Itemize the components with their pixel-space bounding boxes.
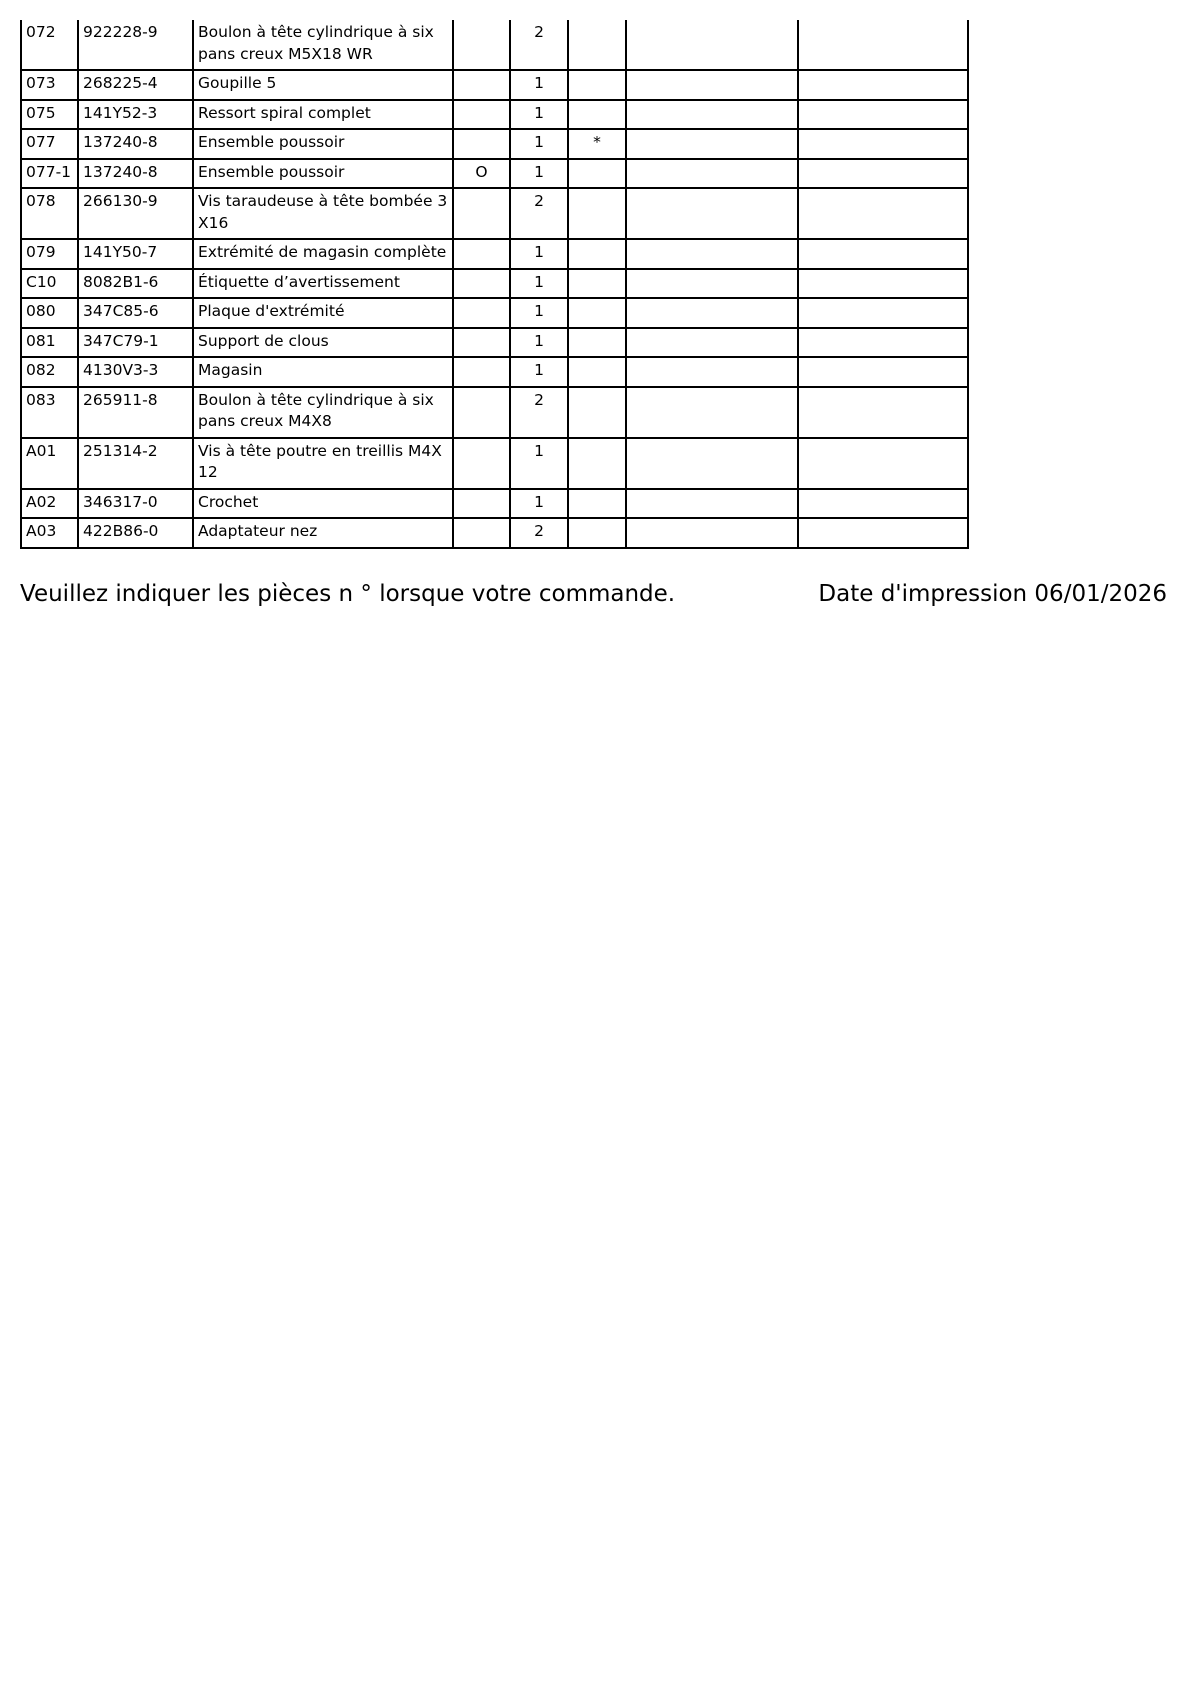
description-cell: Magasin (193, 357, 453, 387)
description-cell: Plaque d'extrémité (193, 298, 453, 328)
table-row (21, 489, 968, 519)
table-row (21, 239, 968, 269)
part-number-cell: 268225-4 (78, 70, 193, 100)
option-cell (453, 129, 510, 159)
table-row (21, 328, 968, 358)
empty-cell (798, 70, 968, 100)
item-number-cell: 079 (21, 239, 78, 269)
table-row (21, 129, 968, 159)
option-cell (453, 100, 510, 130)
item-number-cell: 077-1 (21, 159, 78, 189)
item-number-cell: A02 (21, 489, 78, 519)
order-instruction: Veuillez indiquer les pièces n ° lorsque votre commande. (20, 581, 676, 607)
empty-cell (798, 188, 968, 239)
note-cell (568, 159, 626, 189)
table-row (21, 438, 968, 489)
empty-cell (798, 438, 968, 489)
empty-cell (626, 438, 798, 489)
quantity-cell: 2 (510, 387, 568, 438)
note-cell (568, 438, 626, 489)
description-cell: Ressort spiral complet (193, 100, 453, 130)
table-row (21, 100, 968, 130)
option-cell (453, 20, 510, 70)
empty-cell (626, 518, 798, 548)
empty-cell (798, 518, 968, 548)
empty-cell (798, 387, 968, 438)
empty-cell (798, 269, 968, 299)
print-date: Date d'impression 06/01/2026 (818, 581, 1167, 607)
description-cell: Crochet (193, 489, 453, 519)
description-cell: Boulon à tête cylindrique à six pans creux M4X8 (193, 387, 453, 438)
description-cell: Ensemble poussoir (193, 159, 453, 189)
empty-cell (626, 159, 798, 189)
note-cell (568, 357, 626, 387)
option-cell (453, 298, 510, 328)
description-cell: Étiquette d’avertissement (193, 269, 453, 299)
part-number-cell: 251314-2 (78, 438, 193, 489)
note-cell (568, 20, 626, 70)
note-cell (568, 328, 626, 358)
part-number-cell: 922228-9 (78, 20, 193, 70)
empty-cell (626, 129, 798, 159)
quantity-cell: 1 (510, 100, 568, 130)
empty-cell (626, 100, 798, 130)
part-number-cell: 4130V3-3 (78, 357, 193, 387)
option-cell (453, 357, 510, 387)
quantity-cell: 1 (510, 298, 568, 328)
empty-cell (626, 188, 798, 239)
empty-cell (798, 489, 968, 519)
option-cell: O (453, 159, 510, 189)
option-cell (453, 188, 510, 239)
quantity-cell: 1 (510, 70, 568, 100)
part-number-cell: 347C79-1 (78, 328, 193, 358)
item-number-cell: 077 (21, 129, 78, 159)
quantity-cell: 1 (510, 159, 568, 189)
empty-cell (626, 298, 798, 328)
quantity-cell: 1 (510, 269, 568, 299)
empty-cell (626, 328, 798, 358)
note-cell (568, 269, 626, 299)
part-number-cell: 422B86-0 (78, 518, 193, 548)
empty-cell (798, 357, 968, 387)
empty-cell (626, 239, 798, 269)
option-cell (453, 70, 510, 100)
table-row (21, 188, 968, 239)
empty-cell (798, 239, 968, 269)
empty-cell (798, 129, 968, 159)
empty-cell (798, 100, 968, 130)
quantity-cell: 1 (510, 489, 568, 519)
empty-cell (626, 269, 798, 299)
empty-cell (626, 70, 798, 100)
empty-cell (798, 298, 968, 328)
option-cell (453, 518, 510, 548)
note-cell: * (568, 129, 626, 159)
table-row (21, 387, 968, 438)
description-cell: Vis à tête poutre en treillis M4X12 (193, 438, 453, 489)
item-number-cell: C10 (21, 269, 78, 299)
quantity-cell: 1 (510, 328, 568, 358)
table-row (21, 269, 968, 299)
table-row (21, 518, 968, 548)
part-number-cell: 346317-0 (78, 489, 193, 519)
part-number-cell: 347C85-6 (78, 298, 193, 328)
description-cell: Support de clous (193, 328, 453, 358)
description-cell: Extrémité de magasin complète (193, 239, 453, 269)
item-number-cell: 073 (21, 70, 78, 100)
quantity-cell: 2 (510, 188, 568, 239)
quantity-cell: 1 (510, 438, 568, 489)
empty-cell (626, 489, 798, 519)
option-cell (453, 489, 510, 519)
empty-cell (626, 387, 798, 438)
table-row (21, 357, 968, 387)
part-number-cell: 265911-8 (78, 387, 193, 438)
item-number-cell: 083 (21, 387, 78, 438)
description-cell: Ensemble poussoir (193, 129, 453, 159)
quantity-cell: 2 (510, 518, 568, 548)
empty-cell (798, 20, 968, 70)
note-cell (568, 100, 626, 130)
option-cell (453, 438, 510, 489)
item-number-cell: 081 (21, 328, 78, 358)
table-row (21, 20, 968, 70)
note-cell (568, 188, 626, 239)
quantity-cell: 2 (510, 20, 568, 70)
option-cell (453, 239, 510, 269)
item-number-cell: 080 (21, 298, 78, 328)
quantity-cell: 1 (510, 239, 568, 269)
item-number-cell: 075 (21, 100, 78, 130)
empty-cell (626, 357, 798, 387)
quantity-cell: 1 (510, 129, 568, 159)
part-number-cell: 8082B1-6 (78, 269, 193, 299)
part-number-cell: 137240-8 (78, 159, 193, 189)
description-cell: Vis taraudeuse à tête bombée 3X16 (193, 188, 453, 239)
option-cell (453, 387, 510, 438)
note-cell (568, 298, 626, 328)
description-cell: Boulon à tête cylindrique à six pans creux M5X18 WR (193, 20, 453, 70)
part-number-cell: 141Y52-3 (78, 100, 193, 130)
table-row (21, 70, 968, 100)
item-number-cell: 078 (21, 188, 78, 239)
note-cell (568, 387, 626, 438)
note-cell (568, 489, 626, 519)
item-number-cell: 072 (21, 20, 78, 70)
item-number-cell: 082 (21, 357, 78, 387)
part-number-cell: 141Y50-7 (78, 239, 193, 269)
quantity-cell: 1 (510, 357, 568, 387)
part-number-cell: 266130-9 (78, 188, 193, 239)
option-cell (453, 269, 510, 299)
note-cell (568, 239, 626, 269)
part-number-cell: 137240-8 (78, 129, 193, 159)
note-cell (568, 70, 626, 100)
table-row (21, 298, 968, 328)
empty-cell (798, 328, 968, 358)
parts-table (20, 20, 969, 549)
table-row (21, 159, 968, 189)
option-cell (453, 328, 510, 358)
empty-cell (626, 20, 798, 70)
description-cell: Adaptateur nez (193, 518, 453, 548)
item-number-cell: A03 (21, 518, 78, 548)
description-cell: Goupille 5 (193, 70, 453, 100)
note-cell (568, 518, 626, 548)
item-number-cell: A01 (21, 438, 78, 489)
empty-cell (798, 159, 968, 189)
